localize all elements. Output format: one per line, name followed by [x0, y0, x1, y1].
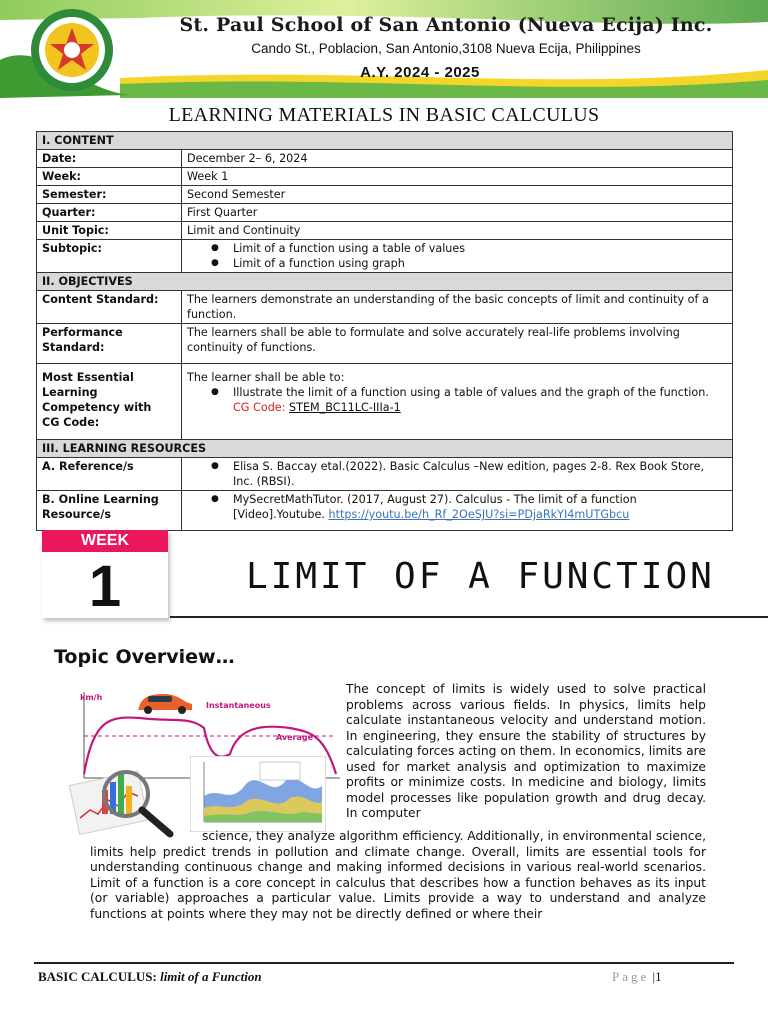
average-label: Average [276, 733, 314, 742]
row-value: First Quarter [182, 204, 733, 222]
melc-list [187, 385, 727, 415]
section-content-row [37, 132, 733, 150]
table-row [37, 364, 733, 440]
row-value: The learners shall be able to formulate and solve accurately real-life problems involving continuity of functions. [182, 324, 733, 364]
label-line: CG Code: [42, 416, 100, 429]
school-name: St. Paul School of San Antonio (Nueva Ecija) Inc. [179, 14, 713, 36]
video-link[interactable]: https://youtu.be/h_Rf_2OeSJU?si=PDjaRkYI4mUTGbcu [328, 508, 630, 521]
lesson-info-table [36, 131, 733, 531]
section-resources-row [37, 440, 733, 458]
footer-divider [34, 962, 734, 964]
table-row [37, 186, 733, 204]
row-value: December 2– 6, 2024 [182, 150, 733, 168]
page-number [612, 969, 662, 985]
topic-overview-heading: Topic Overview… [54, 646, 235, 668]
melc-intro: The learner shall be able to: [187, 371, 345, 384]
graph-y-label: km/h [80, 693, 103, 702]
page-separator: | [652, 969, 656, 984]
cg-code: STEM_BC11LC-IIIa-1 [289, 401, 401, 414]
table-row [37, 324, 733, 364]
row-label: Subtopic: [37, 240, 182, 273]
school-header [0, 0, 768, 98]
label-line: Learning [42, 386, 98, 399]
label-line: Standard: [42, 341, 105, 354]
row-label [37, 324, 182, 364]
table-row [37, 150, 733, 168]
section-header: II. OBJECTIVES [37, 273, 733, 291]
row-label: Content Standard: [37, 291, 182, 324]
row-label: Date: [37, 150, 182, 168]
list-item [233, 385, 727, 415]
table-row [37, 458, 733, 491]
row-value [182, 458, 733, 491]
online-citation: MySecretMathTutor. (2017, August 27). Calculus - The limit of a function [Video].Youtube. [233, 493, 637, 521]
list-item: ● Limit of a function using graph [233, 256, 727, 271]
row-label: Week: [37, 168, 182, 186]
row-value [182, 240, 733, 273]
label-line: Performance [42, 326, 123, 339]
row-label [37, 491, 182, 531]
label-line: Competency with [42, 401, 152, 414]
row-value: The learners demonstrate an understanding of the basic concepts of limit and continuity of a function. [182, 291, 733, 324]
row-label: Semester: [37, 186, 182, 204]
instantaneous-label: Instantaneous [206, 701, 271, 710]
lesson-title: LIMIT OF A FUNCTION [246, 556, 715, 597]
subtopic-list [187, 241, 727, 271]
list-item: ● Elisa S. Baccay etal.(2022). Basic Calculus –New edition, pages 2-8. Rex Book Store, Inc. (RBSI). [233, 459, 727, 489]
magnifier-chart-illustration [68, 760, 190, 840]
school-address: Cando St., Poblacion, San Antonio,3108 Nueva Ecija, Philippines [251, 41, 641, 56]
page-num: 1 [655, 969, 662, 984]
footer-course-name: BASIC CALCULUS: [38, 969, 157, 984]
row-label: Quarter: [37, 204, 182, 222]
table-row [37, 240, 733, 273]
label-line: B. Online Learning [42, 493, 159, 506]
document-title: LEARNING MATERIALS IN BASIC CALCULUS [168, 104, 600, 126]
row-value: Second Semester [182, 186, 733, 204]
label-line: Resource/s [42, 508, 111, 521]
row-label: Unit Topic: [37, 222, 182, 240]
row-label [37, 364, 182, 440]
academic-year: A.Y. 2024 - 2025 [360, 64, 480, 81]
row-value: Week 1 [182, 168, 733, 186]
overview-paragraph-full: science, they analyze algorithm efficiency. Additionally, in environmental science, limits help predict trends in pollution and climate change. Overall, limits are essential tools for understanding continuous change and making informed decisions in various real-world scenarios. Limit of a function is a core concept in calculus that describes how a function behaves as its input (or variable) approaches a particular value. Limits provide a way to understand and analyze functions at points where they may not be directly defined or where their [90, 829, 707, 921]
section-objectives-row [37, 273, 733, 291]
school-seal [30, 8, 114, 92]
overview-paragraph-right: The concept of limits is widely used to solve practical problems across various fields. In physics, limits help calculate instantaneous velocity and understand motion. In engineering, they ensure the stability of structures by calculating forces acting on them. In economics, limits are used for market analysis and optimization to maximize profits or minimize costs. In medicine and biology, limits model processes like population growth and drug decay. In computer [346, 682, 706, 820]
table-row [37, 491, 733, 531]
page-word: Page [612, 969, 650, 984]
row-label: A. Reference/s [37, 458, 182, 491]
row-value: Limit and Continuity [182, 222, 733, 240]
table-row [37, 204, 733, 222]
row-value [182, 364, 733, 440]
table-row [37, 291, 733, 324]
table-row [37, 168, 733, 186]
section-header: I. CONTENT [37, 132, 733, 150]
reference-list [187, 459, 727, 489]
online-resource-list [187, 492, 727, 522]
cg-code-label: CG Code: [233, 401, 286, 414]
table-row [37, 222, 733, 240]
list-item [233, 492, 727, 522]
car-icon [138, 694, 192, 714]
section-header: III. LEARNING RESOURCES [37, 440, 733, 458]
footer-topic: limit of a Function [160, 969, 262, 984]
week-label: WEEK [42, 530, 168, 552]
week-number: 1 [88, 554, 122, 619]
area-chart-illustration [190, 756, 326, 832]
title-divider [170, 616, 768, 618]
row-value [182, 491, 733, 531]
week-badge [42, 530, 168, 618]
footer-course [38, 969, 262, 985]
melc-text: Illustrate the limit of a function using a table of values and the graph of the function. [233, 386, 709, 399]
list-item: ● Limit of a function using a table of values [233, 241, 727, 256]
label-line: Most Essential [42, 371, 134, 384]
